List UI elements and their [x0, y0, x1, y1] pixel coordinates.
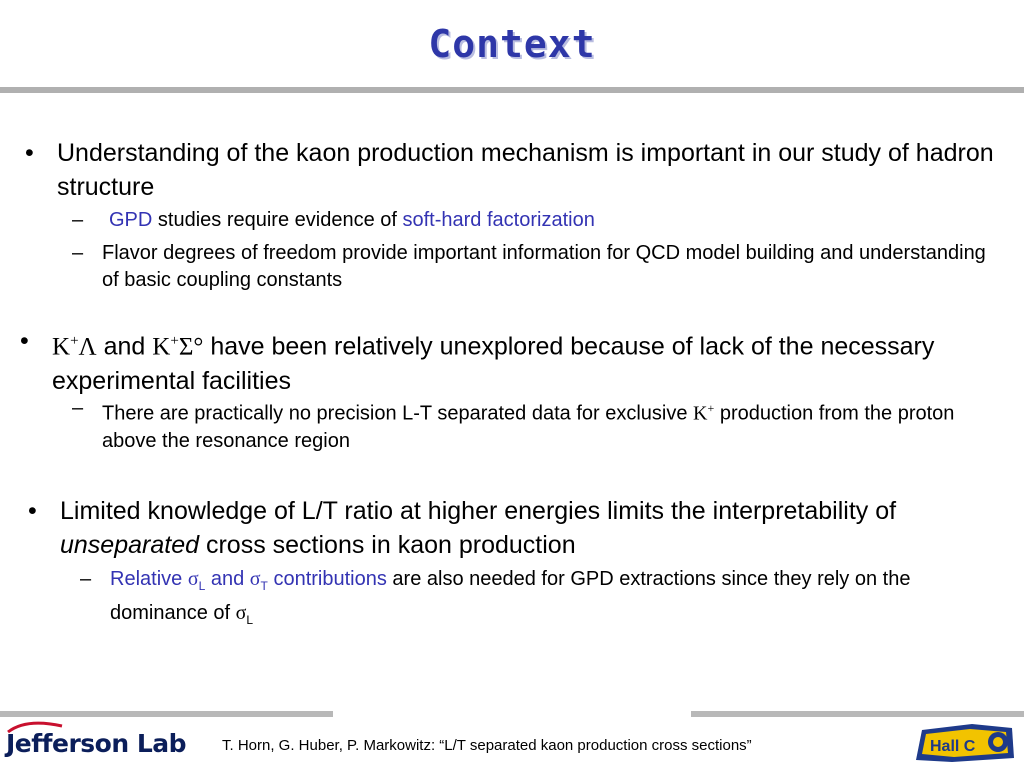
relative-term: Relative [110, 568, 188, 590]
sub-text: studies require evidence of [152, 209, 403, 231]
kaon-symbol: K [693, 402, 708, 425]
bullet-marker: • [28, 497, 37, 525]
sigma-symbol: σ [235, 602, 247, 624]
sub-text: There are practically no precision L-T separated data for exclusive [102, 402, 694, 425]
kaon-symbol: K [52, 333, 71, 361]
and-text: and [205, 568, 250, 590]
bullet-marker: • [25, 139, 34, 167]
sub-text: production from the proton above the resonance region [102, 402, 955, 452]
bullet-2-text: have been relatively unexplored because of lack of the necessary experimental facilities [52, 332, 935, 396]
hall-c-logo-text: Hall C [930, 738, 976, 755]
bullet-marker: • [20, 327, 29, 355]
slide-title: Context [428, 22, 596, 66]
bullet-3-text: Limited knowledge of L/T ratio at higher energies limits the interpretability of [60, 497, 897, 525]
dash-marker: – [72, 209, 84, 231]
sub-L: L [198, 579, 206, 593]
bullet-1-sub-2 [72, 240, 992, 294]
lambda-symbol: Λ [78, 333, 97, 361]
dash-marker: – [72, 397, 84, 419]
sigma-symbol: Σ° [178, 333, 204, 361]
charge-sup: + [707, 401, 715, 415]
hall-c-logo [912, 720, 1018, 764]
bottom-divider-gap [333, 711, 691, 717]
dash-marker: – [80, 568, 92, 590]
top-divider [0, 87, 1024, 93]
bullet-3 [28, 494, 1008, 562]
sub-T: T [260, 579, 268, 593]
sub-text: are also needed for GPD extractions since they rely on the dominance of [110, 568, 911, 624]
gpd-term: GPD [109, 209, 153, 231]
bullet-3-text-end: cross sections in kaon production [199, 531, 576, 559]
charge-sup: + [170, 333, 179, 349]
emphasis-text: unseparated [60, 531, 200, 559]
bullet-1 [25, 136, 1015, 204]
bullet-2-sub-1 [72, 395, 1012, 455]
sub-text: Flavor degrees of freedom provide important information for QCD model building and understanding of basic coupling constants [102, 242, 986, 291]
jlab-swoosh-icon [6, 720, 66, 734]
sigma-symbol: σ [187, 568, 199, 590]
factorization-term: soft-hard factorization [402, 209, 595, 231]
charge-sup: + [70, 333, 79, 349]
dash-marker: – [72, 242, 84, 264]
bullet-1-text: Understanding of the kaon production mechanism is important in our study of hadron structure [57, 139, 994, 201]
and-text: and [96, 332, 153, 361]
bullet-2 [20, 324, 1010, 398]
bullet-3-sub-1 [80, 566, 1010, 634]
footer-citation: T. Horn, G. Huber, P. Markowitz: “L/T separated kaon production cross sections” [222, 737, 752, 754]
contributions-term: contributions [267, 568, 387, 590]
sigma-symbol: σ [249, 568, 261, 590]
jefferson-lab-logo: Jefferson Lab [6, 729, 187, 758]
sub-L: L [246, 613, 254, 627]
kaon-symbol: K [152, 333, 171, 361]
bullet-1-sub-1 [72, 207, 992, 234]
